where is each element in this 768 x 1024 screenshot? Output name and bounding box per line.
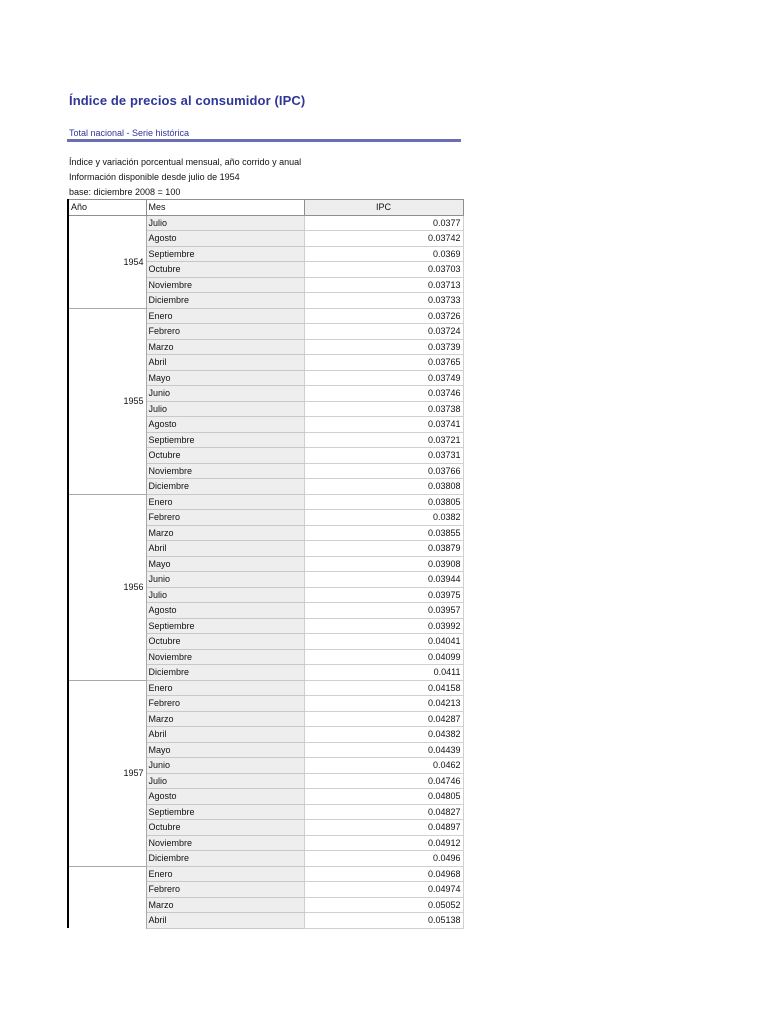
month-cell: Septiembre xyxy=(146,432,304,448)
month-cell: Diciembre xyxy=(146,851,304,867)
month-cell: Enero xyxy=(146,308,304,324)
month-cell: Abril xyxy=(146,355,304,371)
month-cell: Julio xyxy=(146,587,304,603)
ipc-value-cell: 0.03808 xyxy=(304,479,463,495)
column-header-year: Año xyxy=(68,200,146,216)
column-header-month: Mes xyxy=(146,200,304,216)
ipc-value-cell: 0.04974 xyxy=(304,882,463,898)
ipc-value-cell: 0.04897 xyxy=(304,820,463,836)
ipc-value-cell: 0.04158 xyxy=(304,680,463,696)
ipc-value-cell: 0.03992 xyxy=(304,618,463,634)
month-cell: Marzo xyxy=(146,897,304,913)
month-cell: Abril xyxy=(146,727,304,743)
ipc-value-cell: 0.03733 xyxy=(304,293,463,309)
month-cell: Enero xyxy=(146,494,304,510)
month-cell: Diciembre xyxy=(146,665,304,681)
month-cell: Septiembre xyxy=(146,804,304,820)
table-header-row xyxy=(68,200,463,216)
month-cell: Marzo xyxy=(146,525,304,541)
ipc-value-cell: 0.0382 xyxy=(304,510,463,526)
ipc-value-cell: 0.04099 xyxy=(304,649,463,665)
month-cell: Septiembre xyxy=(146,246,304,262)
column-header-ipc: IPC xyxy=(304,200,463,216)
ipc-value-cell: 0.03855 xyxy=(304,525,463,541)
month-cell: Octubre xyxy=(146,448,304,464)
ipc-value-cell: 0.03742 xyxy=(304,231,463,247)
ipc-value-cell: 0.0496 xyxy=(304,851,463,867)
month-cell: Agosto xyxy=(146,231,304,247)
month-cell: Noviembre xyxy=(146,649,304,665)
ipc-value-cell: 0.03805 xyxy=(304,494,463,510)
ipc-value-cell: 0.04805 xyxy=(304,789,463,805)
page-subtitle: Total nacional - Serie histórica xyxy=(69,128,190,138)
month-cell: Junio xyxy=(146,386,304,402)
year-cell: 1955 xyxy=(68,308,146,494)
ipc-value-cell: 0.04439 xyxy=(304,742,463,758)
month-cell: Julio xyxy=(146,773,304,789)
year-cell: 1957 xyxy=(68,680,146,866)
month-cell: Agosto xyxy=(146,603,304,619)
month-cell: Febrero xyxy=(146,324,304,340)
ipc-value-cell: 0.03879 xyxy=(304,541,463,557)
table-row xyxy=(68,215,463,231)
month-cell: Agosto xyxy=(146,789,304,805)
month-cell: Marzo xyxy=(146,711,304,727)
month-cell: Abril xyxy=(146,913,304,929)
ipc-value-cell: 0.03741 xyxy=(304,417,463,433)
ipc-value-cell: 0.03703 xyxy=(304,262,463,278)
ipc-value-cell: 0.03944 xyxy=(304,572,463,588)
month-cell: Octubre xyxy=(146,634,304,650)
ipc-value-cell: 0.03957 xyxy=(304,603,463,619)
ipc-value-cell: 0.03746 xyxy=(304,386,463,402)
ipc-value-cell: 0.03765 xyxy=(304,355,463,371)
page-title: Índice de precios al consumidor (IPC) xyxy=(69,93,306,108)
month-cell: Mayo xyxy=(146,556,304,572)
month-cell: Noviembre xyxy=(146,835,304,851)
month-cell: Diciembre xyxy=(146,479,304,495)
ipc-value-cell: 0.03975 xyxy=(304,587,463,603)
ipc-value-cell: 0.03726 xyxy=(304,308,463,324)
ipc-value-cell: 0.04968 xyxy=(304,866,463,882)
ipc-table xyxy=(67,199,464,929)
year-cell xyxy=(68,866,146,928)
ipc-value-cell: 0.03738 xyxy=(304,401,463,417)
ipc-value-cell: 0.03908 xyxy=(304,556,463,572)
ipc-value-cell: 0.03724 xyxy=(304,324,463,340)
ipc-value-cell: 0.03721 xyxy=(304,432,463,448)
ipc-value-cell: 0.03731 xyxy=(304,448,463,464)
ipc-value-cell: 0.0377 xyxy=(304,215,463,231)
month-cell: Enero xyxy=(146,866,304,882)
month-cell: Diciembre xyxy=(146,293,304,309)
ipc-value-cell: 0.03739 xyxy=(304,339,463,355)
ipc-value-cell: 0.0411 xyxy=(304,665,463,681)
ipc-value-cell: 0.04827 xyxy=(304,804,463,820)
subtitle-rule xyxy=(67,139,461,142)
table-row xyxy=(68,494,463,510)
month-cell: Mayo xyxy=(146,742,304,758)
month-cell: Abril xyxy=(146,541,304,557)
ipc-value-cell: 0.05138 xyxy=(304,913,463,929)
month-cell: Julio xyxy=(146,215,304,231)
year-cell: 1956 xyxy=(68,494,146,680)
ipc-value-cell: 0.05052 xyxy=(304,897,463,913)
table-body xyxy=(68,215,463,928)
ipc-value-cell: 0.04213 xyxy=(304,696,463,712)
table-row xyxy=(68,866,463,882)
year-cell: 1954 xyxy=(68,215,146,308)
ipc-value-cell: 0.0369 xyxy=(304,246,463,262)
month-cell: Febrero xyxy=(146,696,304,712)
table-row xyxy=(68,308,463,324)
ipc-value-cell: 0.04041 xyxy=(304,634,463,650)
ipc-value-cell: 0.03766 xyxy=(304,463,463,479)
description-line: Información disponible desde julio de 1954 xyxy=(69,172,240,182)
ipc-value-cell: 0.04912 xyxy=(304,835,463,851)
ipc-value-cell: 0.04746 xyxy=(304,773,463,789)
ipc-value-cell: 0.03713 xyxy=(304,277,463,293)
month-cell: Octubre xyxy=(146,820,304,836)
ipc-value-cell: 0.04287 xyxy=(304,711,463,727)
month-cell: Enero xyxy=(146,680,304,696)
month-cell: Febrero xyxy=(146,882,304,898)
description-line: Índice y variación porcentual mensual, año corrido y anual xyxy=(69,157,302,167)
month-cell: Mayo xyxy=(146,370,304,386)
ipc-value-cell: 0.04382 xyxy=(304,727,463,743)
month-cell: Febrero xyxy=(146,510,304,526)
table-row xyxy=(68,680,463,696)
month-cell: Junio xyxy=(146,572,304,588)
month-cell: Octubre xyxy=(146,262,304,278)
month-cell: Junio xyxy=(146,758,304,774)
month-cell: Agosto xyxy=(146,417,304,433)
month-cell: Noviembre xyxy=(146,463,304,479)
ipc-value-cell: 0.0462 xyxy=(304,758,463,774)
description-line: base: diciembre 2008 = 100 xyxy=(69,187,181,197)
ipc-value-cell: 0.03749 xyxy=(304,370,463,386)
month-cell: Marzo xyxy=(146,339,304,355)
month-cell: Septiembre xyxy=(146,618,304,634)
month-cell: Noviembre xyxy=(146,277,304,293)
month-cell: Julio xyxy=(146,401,304,417)
